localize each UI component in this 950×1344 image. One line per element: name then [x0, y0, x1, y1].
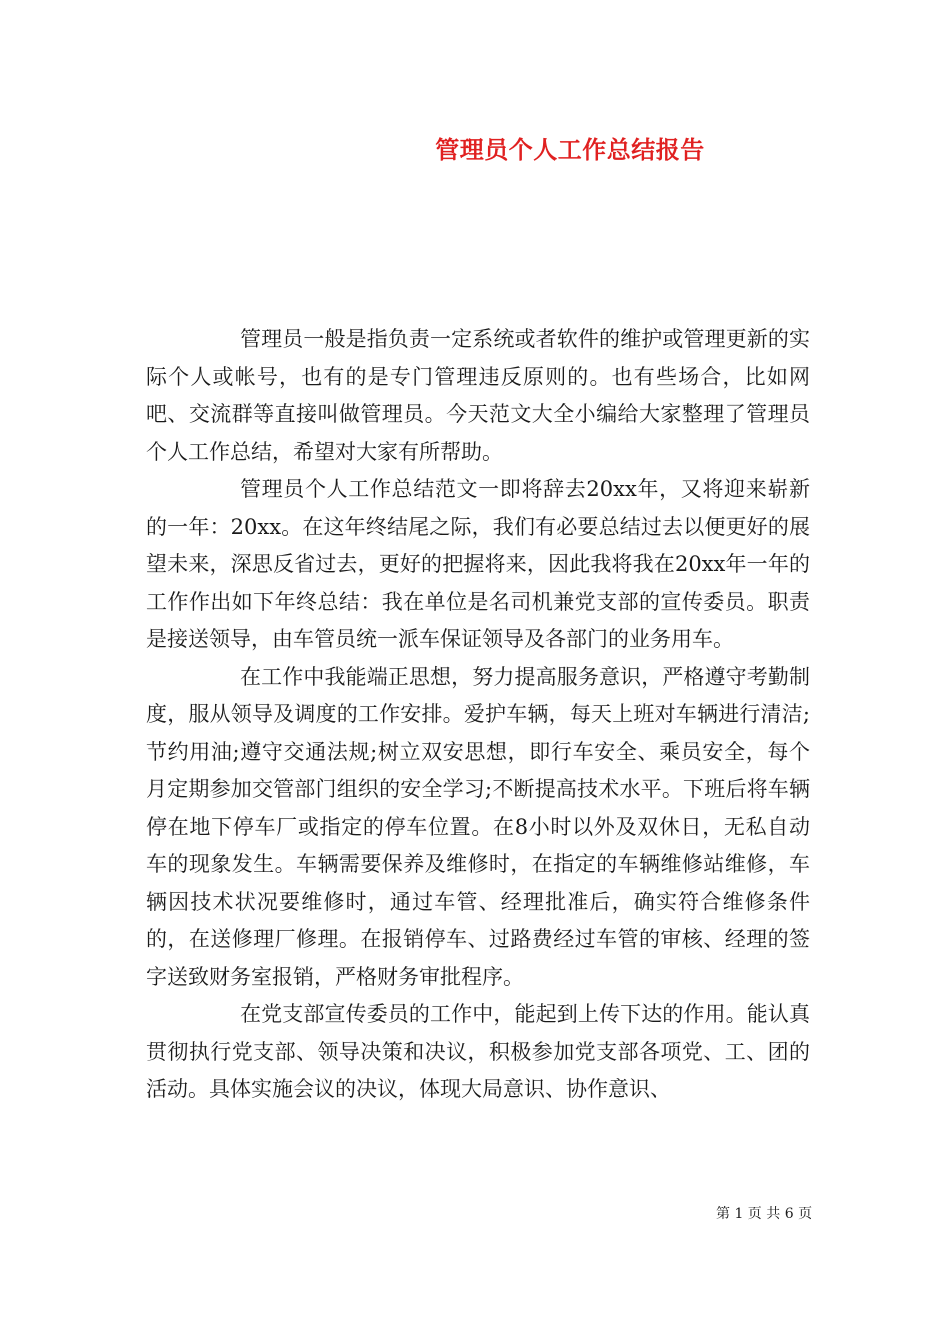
paragraph-work-attitude: 在工作中我能端正思想，努力提高服务意识，严格遵守考勤制度，服从领导及调度的工作安排。爱护车辆，每天上班对车辆进行清洁;节约用油;遵守交通法规;树立双安思想，即行车安全、乘员安全，每个月定期参加交管部门组织的安全学习;不断提高技术水平。下班后将车辆停在地下停车厂或指定的停车位置。在8小时以外及双休日，无私自动车的现象发生。车辆需要保养及维修时，在指定的车辆维修站维修，车辆因技术状况要维修时，通过车管、经理批准后，确实符合维修条件的，在送修理厂修理。在报销停车、过路费经过车管的审核、经理的签字送致财务室报销，严格财务审批程序。 — [146, 664, 810, 989]
page-number-footer: 第 1 页 共 6 页 — [716, 1206, 813, 1222]
paragraph-summary-one: 管理员个人工作总结范文一即将辞去20xx年，又将迎来崭新的一年：20xx。在这年终结尾之际，我们有必要总结过去以便更好的展望未来，深思反省过去，更好的把握将来，因此我将我在20xx年一年的工作作出如下年终总结：我在单位是名司机兼党支部的宣传委员。职责是接送领导，由车管员统一派车保证领导及各部门的业务用车。 — [146, 477, 810, 651]
document-body — [146, 321, 810, 1109]
document-title: 管理员个人工作总结报告 — [435, 135, 705, 164]
paragraph-intro: 管理员一般是指负责一定系统或者软件的维护或管理更新的实际个人或帐号，也有的是专门管理违反原则的。也有些场合，比如网吧、交流群等直接叫做管理员。今天范文大全小编给大家整理了管理员个人工作总结，希望对大家有所帮助。 — [146, 327, 810, 464]
paragraph-party-work: 在党支部宣传委员的工作中，能起到上传下达的作用。能认真贯彻执行党支部、领导决策和决议，积极参加党支部各项党、工、团的活动。具体实施会议的决议，体现大局意识、协作意识、 — [146, 1002, 810, 1101]
